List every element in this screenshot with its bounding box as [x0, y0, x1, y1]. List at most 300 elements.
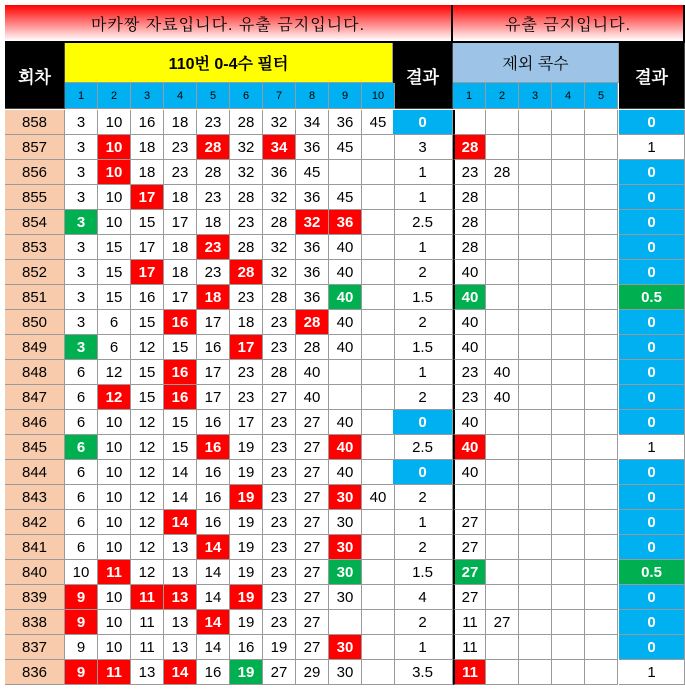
- filter-number: [362, 635, 395, 660]
- exclude-number: [552, 235, 585, 260]
- filter-number: 16: [197, 335, 230, 360]
- filter-number: 30: [329, 585, 362, 610]
- exclude-number: [519, 185, 552, 210]
- exclude-number: [519, 335, 552, 360]
- exclude-number: [552, 485, 585, 510]
- filter-number: 23: [230, 360, 263, 385]
- result-value: 1: [393, 510, 453, 535]
- filter-number: [362, 585, 395, 610]
- filter-number: 36: [296, 135, 329, 160]
- exclude-number: 23: [453, 360, 486, 385]
- exclude-number: [486, 535, 519, 560]
- filter-number: [362, 310, 395, 335]
- filter-number: 40: [329, 260, 362, 285]
- result2-value: 0: [619, 485, 685, 510]
- exclude-number: [552, 160, 585, 185]
- filter-col-num: 5: [197, 83, 230, 109]
- exclude-number: [552, 585, 585, 610]
- exclude-number: [552, 410, 585, 435]
- filter-number: 11: [98, 660, 131, 685]
- filter-number: 16: [197, 410, 230, 435]
- exclude-number: [585, 185, 618, 210]
- filter-number: 36: [263, 160, 296, 185]
- exclude-number: 23: [453, 385, 486, 410]
- result2-value: 1: [619, 135, 685, 160]
- exclude-number: [585, 285, 618, 310]
- exclude-number: [552, 435, 585, 460]
- exclude-number: [585, 660, 618, 685]
- exclude-number: 27: [486, 610, 519, 635]
- filter-number: [362, 185, 395, 210]
- filter-number: 23: [263, 410, 296, 435]
- result-value: 1: [393, 635, 453, 660]
- exclude-number: [585, 635, 618, 660]
- exclude-number: 40: [453, 460, 486, 485]
- exclude-number: [486, 660, 519, 685]
- exclude-number: [519, 485, 552, 510]
- exclude-number: [552, 635, 585, 660]
- filter-number: 23: [263, 310, 296, 335]
- filter-number: 23: [230, 210, 263, 235]
- result2-value: 0: [619, 360, 685, 385]
- round-number: 846: [5, 410, 65, 435]
- result2-value: 0.5: [619, 560, 685, 585]
- exclude-number: [519, 560, 552, 585]
- exclude-number: 40: [453, 310, 486, 335]
- exclude-number: [519, 360, 552, 385]
- exclude-number: [585, 385, 618, 410]
- filter-number: 45: [362, 110, 395, 135]
- exclude-number: [519, 585, 552, 610]
- filter-number: 36: [296, 235, 329, 260]
- banner-left: 마카짱 자료입니다. 유출 금지입니다.: [5, 5, 453, 43]
- exclude-number: [552, 510, 585, 535]
- filter-number: 18: [164, 260, 197, 285]
- filter-number: 14: [197, 535, 230, 560]
- result2-value: 0: [619, 385, 685, 410]
- filter-number: [362, 535, 395, 560]
- filter-number: 40: [329, 335, 362, 360]
- filter-number: 45: [329, 185, 362, 210]
- result2-value: 0: [619, 635, 685, 660]
- exclude-number: 27: [453, 585, 486, 610]
- filter-number: [362, 260, 395, 285]
- filter-number: 27: [296, 610, 329, 635]
- exclude-number: [585, 610, 618, 635]
- exclude-col-num: 2: [486, 83, 519, 109]
- result-value: 1.5: [393, 560, 453, 585]
- filter-number: 17: [230, 335, 263, 360]
- exclude-number: [519, 260, 552, 285]
- exclude-number: 28: [453, 210, 486, 235]
- filter-number: 12: [131, 335, 164, 360]
- result-value: 2: [393, 260, 453, 285]
- result-header: 결과: [393, 43, 453, 109]
- exclude-number: [552, 660, 585, 685]
- filter-col-num: 7: [263, 83, 296, 109]
- result-value: 3.5: [393, 660, 453, 685]
- exclude-number: 40: [486, 385, 519, 410]
- filter-number: 9: [65, 585, 98, 610]
- round-number: 851: [5, 285, 65, 310]
- result-value: 4: [393, 585, 453, 610]
- exclude-number: 27: [453, 560, 486, 585]
- filter-number: 27: [263, 385, 296, 410]
- result-value: 2: [393, 385, 453, 410]
- filter-number: 13: [131, 660, 164, 685]
- exclude-number: 27: [453, 535, 486, 560]
- exclude-number: [552, 535, 585, 560]
- filter-number: 30: [329, 635, 362, 660]
- exclude-number: [486, 260, 519, 285]
- round-number: 857: [5, 135, 65, 160]
- exclude-number: [519, 435, 552, 460]
- filter-number: 23: [263, 335, 296, 360]
- exclude-number: [552, 110, 585, 135]
- filter-number: 15: [98, 260, 131, 285]
- filter-number: 6: [98, 335, 131, 360]
- exclude-number: [519, 610, 552, 635]
- filter-number: 3: [65, 310, 98, 335]
- filter-number: 10: [98, 610, 131, 635]
- filter-number: 14: [197, 610, 230, 635]
- exclude-number: [585, 360, 618, 385]
- filter-col-num: 9: [329, 83, 362, 109]
- exclude-number: [552, 210, 585, 235]
- filter-number: 19: [230, 460, 263, 485]
- filter-number: 6: [65, 410, 98, 435]
- filter-number: 28: [230, 260, 263, 285]
- round-number: 842: [5, 510, 65, 535]
- filter-number: 15: [98, 235, 131, 260]
- exclude-col-num: 5: [585, 83, 618, 109]
- filter-number: 12: [98, 360, 131, 385]
- filter-number: 14: [197, 560, 230, 585]
- filter-number: 14: [197, 585, 230, 610]
- result-value: 1: [393, 360, 453, 385]
- filter-number: [362, 610, 395, 635]
- filter-col-num: 4: [164, 83, 197, 109]
- filter-number: 23: [230, 285, 263, 310]
- filter-number: 9: [65, 610, 98, 635]
- exclude-number: [585, 135, 618, 160]
- filter-number: 15: [98, 285, 131, 310]
- exclude-number: [519, 385, 552, 410]
- filter-number: 29: [296, 660, 329, 685]
- filter-number: 10: [98, 460, 131, 485]
- filter-number: 19: [230, 560, 263, 585]
- filter-number: 12: [131, 485, 164, 510]
- result-value: 1.5: [393, 285, 453, 310]
- filter-number: 6: [98, 310, 131, 335]
- filter-number: 23: [197, 235, 230, 260]
- filter-number: 23: [263, 435, 296, 460]
- exclude-number: [519, 210, 552, 235]
- filter-number: 6: [65, 360, 98, 385]
- filter-number: 28: [197, 160, 230, 185]
- filter-number: 6: [65, 460, 98, 485]
- exclude-number: [552, 185, 585, 210]
- filter-number: [362, 460, 395, 485]
- exclude-number: [519, 660, 552, 685]
- filter-number: 17: [131, 235, 164, 260]
- round-number: 847: [5, 385, 65, 410]
- filter-number: 23: [230, 385, 263, 410]
- exclude-number: [486, 485, 519, 510]
- round-number: 844: [5, 460, 65, 485]
- result2-value: 0: [619, 335, 685, 360]
- filter-number: 16: [197, 660, 230, 685]
- round-number: 845: [5, 435, 65, 460]
- filter-number: [329, 610, 362, 635]
- filter-number: 12: [131, 435, 164, 460]
- filter-number: 40: [329, 285, 362, 310]
- round-number: 841: [5, 535, 65, 560]
- exclude-number: [486, 110, 519, 135]
- round-header: 회차: [5, 43, 65, 109]
- filter-number: 27: [296, 560, 329, 585]
- filter-number: 23: [197, 185, 230, 210]
- exclude-number: [486, 435, 519, 460]
- exclude-number: [552, 560, 585, 585]
- filter-number: 11: [131, 585, 164, 610]
- filter-number: 3: [65, 260, 98, 285]
- exclude-col-num: 3: [519, 83, 552, 109]
- filter-number: 28: [263, 360, 296, 385]
- filter-number: 23: [263, 560, 296, 585]
- filter-number: 14: [197, 635, 230, 660]
- exclude-number: [585, 560, 618, 585]
- filter-col-num: 10: [362, 83, 395, 109]
- exclude-number: [519, 510, 552, 535]
- filter-number: 30: [329, 535, 362, 560]
- filter-number: 16: [131, 285, 164, 310]
- filter-number: 10: [98, 110, 131, 135]
- banner-right: 유출 금지입니다.: [453, 5, 685, 43]
- filter-number: 30: [329, 660, 362, 685]
- filter-number: 19: [230, 660, 263, 685]
- result2-value: 0: [619, 585, 685, 610]
- round-number: 852: [5, 260, 65, 285]
- filter-number: [362, 510, 395, 535]
- round-number: 836: [5, 660, 65, 685]
- filter-number: 3: [65, 210, 98, 235]
- result-value: 2: [393, 610, 453, 635]
- filter-col-num: 3: [131, 83, 164, 109]
- filter-number: 32: [230, 135, 263, 160]
- result-value: 2: [393, 485, 453, 510]
- filter-number: 16: [230, 635, 263, 660]
- result-value: 1: [393, 160, 453, 185]
- result-value: 2: [393, 310, 453, 335]
- result2-value: 0: [619, 460, 685, 485]
- filter-number: 36: [296, 260, 329, 285]
- filter-number: 28: [230, 235, 263, 260]
- filter-number: 17: [230, 410, 263, 435]
- filter-number: 10: [98, 185, 131, 210]
- filter-number: 3: [65, 235, 98, 260]
- filter-number: 6: [65, 535, 98, 560]
- filter-number: 15: [131, 210, 164, 235]
- result2-value: 0: [619, 410, 685, 435]
- filter-number: 16: [197, 510, 230, 535]
- filter-number: 6: [65, 485, 98, 510]
- filter-number: 23: [197, 260, 230, 285]
- filter-number: 40: [296, 360, 329, 385]
- filter-number: 6: [65, 435, 98, 460]
- filter-number: 27: [296, 485, 329, 510]
- exclude-number: [486, 235, 519, 260]
- filter-number: 18: [197, 285, 230, 310]
- filter-number: 23: [263, 585, 296, 610]
- exclude-number: 40: [486, 360, 519, 385]
- filter-number: 27: [296, 460, 329, 485]
- exclude-number: [552, 135, 585, 160]
- filter-number: 40: [362, 485, 395, 510]
- filter-number: 30: [329, 560, 362, 585]
- filter-number: 10: [98, 210, 131, 235]
- filter-number: 17: [197, 360, 230, 385]
- filter-number: 23: [263, 610, 296, 635]
- filter-number: 15: [131, 360, 164, 385]
- filter-number: 16: [197, 435, 230, 460]
- result-value: 2: [393, 535, 453, 560]
- filter-number: 18: [164, 110, 197, 135]
- exclude-number: [585, 410, 618, 435]
- round-number: 853: [5, 235, 65, 260]
- filter-number: 28: [263, 210, 296, 235]
- filter-col-num: 8: [296, 83, 329, 109]
- exclude-number: 28: [453, 135, 486, 160]
- exclude-number: 11: [453, 635, 486, 660]
- filter-number: 11: [131, 635, 164, 660]
- exclude-number: [585, 260, 618, 285]
- filter-number: 18: [131, 135, 164, 160]
- result2-value: 1: [619, 435, 685, 460]
- result2-header: 결과: [619, 43, 685, 109]
- filter-number: 28: [296, 310, 329, 335]
- filter-number: 18: [164, 185, 197, 210]
- filter-number: 12: [98, 385, 131, 410]
- exclude-number: [486, 135, 519, 160]
- exclude-number: 40: [453, 285, 486, 310]
- result2-value: 0: [619, 260, 685, 285]
- filter-number: 28: [230, 110, 263, 135]
- exclude-number: [585, 160, 618, 185]
- exclude-number: [585, 310, 618, 335]
- exclude-number: 11: [453, 660, 486, 685]
- filter-number: 27: [296, 435, 329, 460]
- filter-number: 34: [263, 135, 296, 160]
- exclude-number: 40: [453, 435, 486, 460]
- filter-number: 10: [98, 135, 131, 160]
- exclude-number: [486, 335, 519, 360]
- exclude-number: [453, 485, 486, 510]
- exclude-number: [585, 335, 618, 360]
- result2-value: 0: [619, 535, 685, 560]
- exclude-number: [552, 310, 585, 335]
- filter-number: 27: [263, 660, 296, 685]
- result-value: 1: [393, 185, 453, 210]
- filter-header: 110번 0-4수 필터: [65, 43, 393, 83]
- filter-number: 10: [65, 560, 98, 585]
- filter-number: 12: [131, 510, 164, 535]
- result2-value: 0: [619, 610, 685, 635]
- filter-number: 23: [164, 135, 197, 160]
- round-number: 858: [5, 110, 65, 135]
- filter-number: [362, 660, 395, 685]
- exclude-col-num: 4: [552, 83, 585, 109]
- filter-number: [362, 435, 395, 460]
- filter-number: 10: [98, 635, 131, 660]
- filter-number: 14: [164, 460, 197, 485]
- filter-number: 16: [164, 360, 197, 385]
- filter-number: 15: [164, 435, 197, 460]
- exclude-col-num: 1: [453, 83, 486, 109]
- filter-number: 3: [65, 135, 98, 160]
- filter-number: 23: [263, 510, 296, 535]
- filter-number: 10: [98, 435, 131, 460]
- filter-number: 27: [296, 510, 329, 535]
- exclude-number: 28: [486, 160, 519, 185]
- filter-number: 3: [65, 335, 98, 360]
- filter-number: 13: [164, 535, 197, 560]
- filter-number: 32: [230, 160, 263, 185]
- filter-number: 40: [296, 385, 329, 410]
- exclude-number: [552, 385, 585, 410]
- exclude-number: [552, 610, 585, 635]
- result-value: 0: [393, 110, 453, 135]
- result-value: 1: [393, 235, 453, 260]
- exclude-number: 40: [453, 410, 486, 435]
- filter-number: 3: [65, 110, 98, 135]
- filter-number: 15: [131, 310, 164, 335]
- round-number: 839: [5, 585, 65, 610]
- exclude-header: 제외 콕수: [453, 43, 619, 83]
- result2-value: 0.5: [619, 285, 685, 310]
- filter-number: [362, 385, 395, 410]
- filter-number: 19: [230, 610, 263, 635]
- filter-number: 10: [98, 510, 131, 535]
- result2-value: 0: [619, 210, 685, 235]
- result2-value: 0: [619, 235, 685, 260]
- filter-number: 27: [296, 410, 329, 435]
- exclude-number: 40: [453, 335, 486, 360]
- filter-number: 17: [197, 385, 230, 410]
- filter-number: 30: [329, 510, 362, 535]
- filter-number: 16: [131, 110, 164, 135]
- exclude-number: [486, 310, 519, 335]
- filter-number: 14: [164, 660, 197, 685]
- result2-value: 0: [619, 185, 685, 210]
- filter-number: 40: [329, 435, 362, 460]
- filter-number: 27: [296, 585, 329, 610]
- exclude-number: [552, 360, 585, 385]
- filter-number: [362, 560, 395, 585]
- filter-number: 16: [164, 385, 197, 410]
- filter-number: [362, 235, 395, 260]
- filter-number: 18: [230, 310, 263, 335]
- filter-number: 18: [131, 160, 164, 185]
- filter-number: 10: [98, 585, 131, 610]
- exclude-number: [552, 285, 585, 310]
- filter-number: 40: [329, 460, 362, 485]
- exclude-number: [519, 135, 552, 160]
- filter-number: 36: [329, 210, 362, 235]
- filter-number: 18: [197, 210, 230, 235]
- exclude-number: [486, 635, 519, 660]
- filter-number: 23: [263, 460, 296, 485]
